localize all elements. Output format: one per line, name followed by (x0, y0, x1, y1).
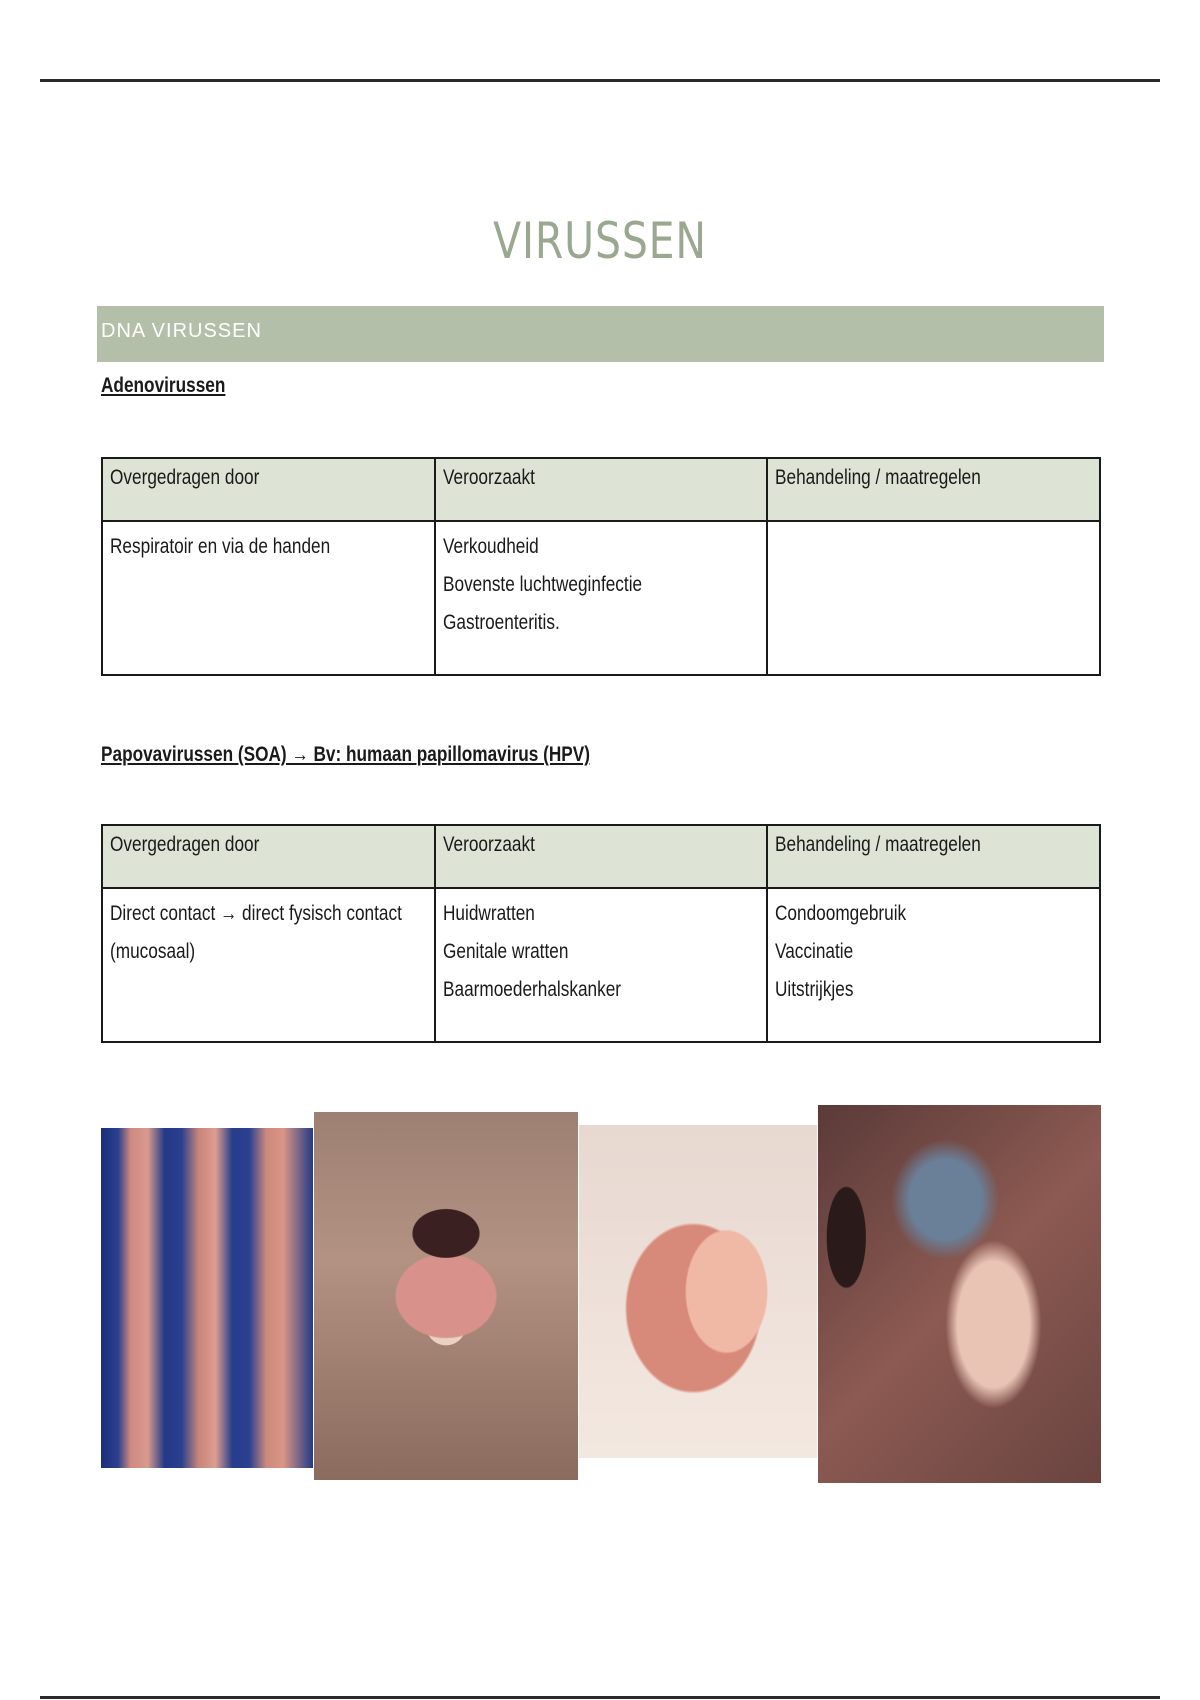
cell-line: (mucosaal) (110, 940, 196, 963)
header-cell (435, 458, 768, 521)
hand-warts-photo (101, 1128, 313, 1468)
cell-line: Baarmoederhalskanker (442, 978, 621, 1001)
column-header: Behandeling / maatregelen (775, 833, 982, 856)
papovavirus-heading: Papovavirussen (SOA) → Bv: humaan papillomavirus (HPV) (101, 743, 590, 766)
treatment-cell (767, 521, 1100, 675)
header-cell (767, 825, 1100, 888)
column-header: Veroorzaakt (442, 466, 535, 489)
table-row (102, 521, 1100, 675)
table-header-row (102, 458, 1100, 521)
causes-cell (435, 888, 768, 1042)
cell-line: Gastroenteritis. (442, 611, 560, 634)
genital-wart-photo (579, 1125, 817, 1458)
transmitted-by-cell (102, 888, 435, 1042)
oral-wart-photo (314, 1112, 578, 1480)
cell-line: Genitale wratten (442, 940, 569, 963)
column-header: Behandeling / maatregelen (775, 466, 982, 489)
transmitted-by-cell (102, 521, 435, 675)
cell-line: Direct contact → direct fysisch contact (110, 902, 402, 925)
top-rule (40, 79, 1160, 82)
cell-line: Respiratoir en via de handen (110, 535, 331, 558)
cell-line: Verkoudheid (442, 535, 539, 558)
column-header: Overgedragen door (110, 833, 260, 856)
cell-line: Bovenste luchtweginfectie (442, 573, 642, 596)
column-header: Veroorzaakt (442, 833, 535, 856)
cell-line: Huidwratten (442, 902, 535, 925)
header-cell (102, 458, 435, 521)
section-heading-bar: DNA VIRUSSEN (97, 306, 1104, 362)
column-header: Overgedragen door (110, 466, 260, 489)
page-title: VIRUSSEN (493, 212, 707, 270)
adenovirus-table (101, 457, 1101, 676)
treatment-cell (767, 888, 1100, 1042)
table-row (102, 888, 1100, 1042)
table-header-row (102, 825, 1100, 888)
papovavirus-table (101, 824, 1101, 1043)
cell-line: Condoomgebruik (775, 902, 907, 925)
cell-line: Uitstrijkjes (775, 978, 854, 1001)
hpv-photo-strip (101, 1105, 1101, 1490)
header-cell (435, 825, 768, 888)
adenovirus-heading: Adenovirussen (101, 374, 226, 397)
anogenital-wart-photo (818, 1105, 1101, 1483)
bottom-rule (40, 1696, 1160, 1699)
cell-line: Vaccinatie (775, 940, 854, 963)
header-cell (767, 458, 1100, 521)
header-cell (102, 825, 435, 888)
causes-cell (435, 521, 768, 675)
